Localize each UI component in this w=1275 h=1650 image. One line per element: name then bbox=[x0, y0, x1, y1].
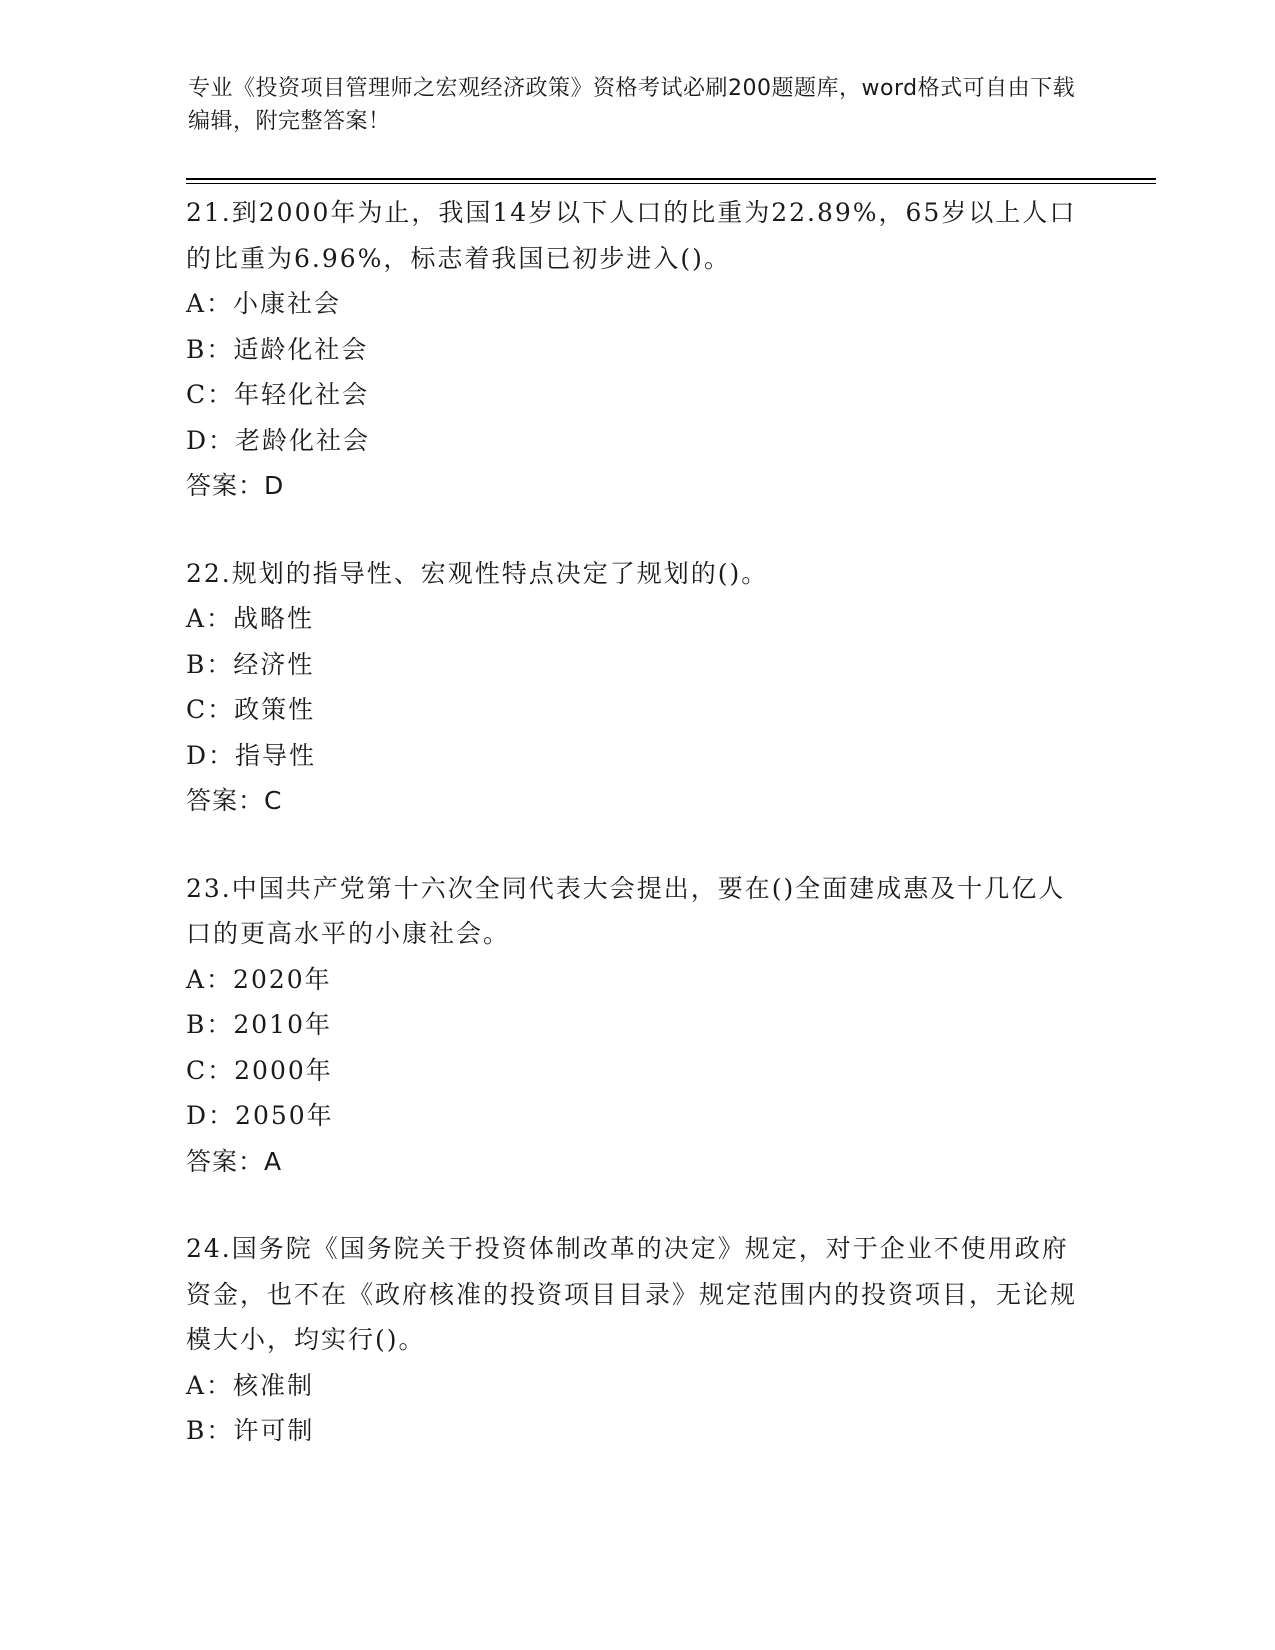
question-stem: 24.国务院《国务院关于投资体制改革的决定》规定，对于企业不使用政府资金，也不在《政府核准的投资项目目录》规定范围内的投资项目，无论规模大小，均实行()。 bbox=[186, 1234, 1078, 1354]
option-a: A：战略性 bbox=[186, 604, 315, 633]
answer-line: 答案：A bbox=[186, 1146, 283, 1176]
question-22 bbox=[186, 551, 1086, 824]
question-23 bbox=[186, 866, 1086, 1185]
option-c: C：年轻化社会 bbox=[186, 380, 370, 409]
option-b: B：适龄化社会 bbox=[186, 334, 369, 364]
option-a: A：2020年 bbox=[186, 964, 332, 994]
option-d: D：指导性 bbox=[186, 740, 317, 770]
option-a: A：核准制 bbox=[186, 1370, 315, 1400]
option-d: D：老龄化社会 bbox=[186, 425, 371, 455]
answer-line: 答案：C bbox=[186, 786, 283, 815]
answer-line: 答案：D bbox=[186, 471, 285, 500]
option-c: C：2000年 bbox=[186, 1055, 333, 1085]
option-c: C：政策性 bbox=[186, 695, 316, 724]
option-a: A：小康社会 bbox=[186, 289, 342, 318]
question-stem: 21.到2000年为止，我国14岁以下人口的比重为22.89%，65岁以上人口的比重为6.96%，标志着我国已初步进入()。 bbox=[186, 198, 1077, 273]
question-list bbox=[186, 190, 1086, 1496]
question-21 bbox=[186, 190, 1086, 509]
option-b: B：2010年 bbox=[186, 1010, 332, 1039]
document-header: 专业《投资项目管理师之宏观经济政策》资格考试必刷200题题库，word格式可自由下载编辑，附完整答案！ bbox=[188, 76, 1076, 134]
question-stem: 23.中国共产党第十六次全同代表大会提出，要在()全面建成惠及十几亿人口的更高水平的小康社会。 bbox=[186, 873, 1066, 948]
option-b: B：许可制 bbox=[186, 1416, 315, 1445]
header-divider-thin bbox=[186, 183, 1156, 184]
question-stem: 22.规划的指导性、宏观性特点决定了规划的()。 bbox=[186, 558, 769, 588]
option-d: D：2050年 bbox=[186, 1101, 334, 1130]
question-24 bbox=[186, 1226, 1086, 1454]
option-b: B：经济性 bbox=[186, 649, 315, 679]
header-divider-thick bbox=[186, 178, 1156, 180]
